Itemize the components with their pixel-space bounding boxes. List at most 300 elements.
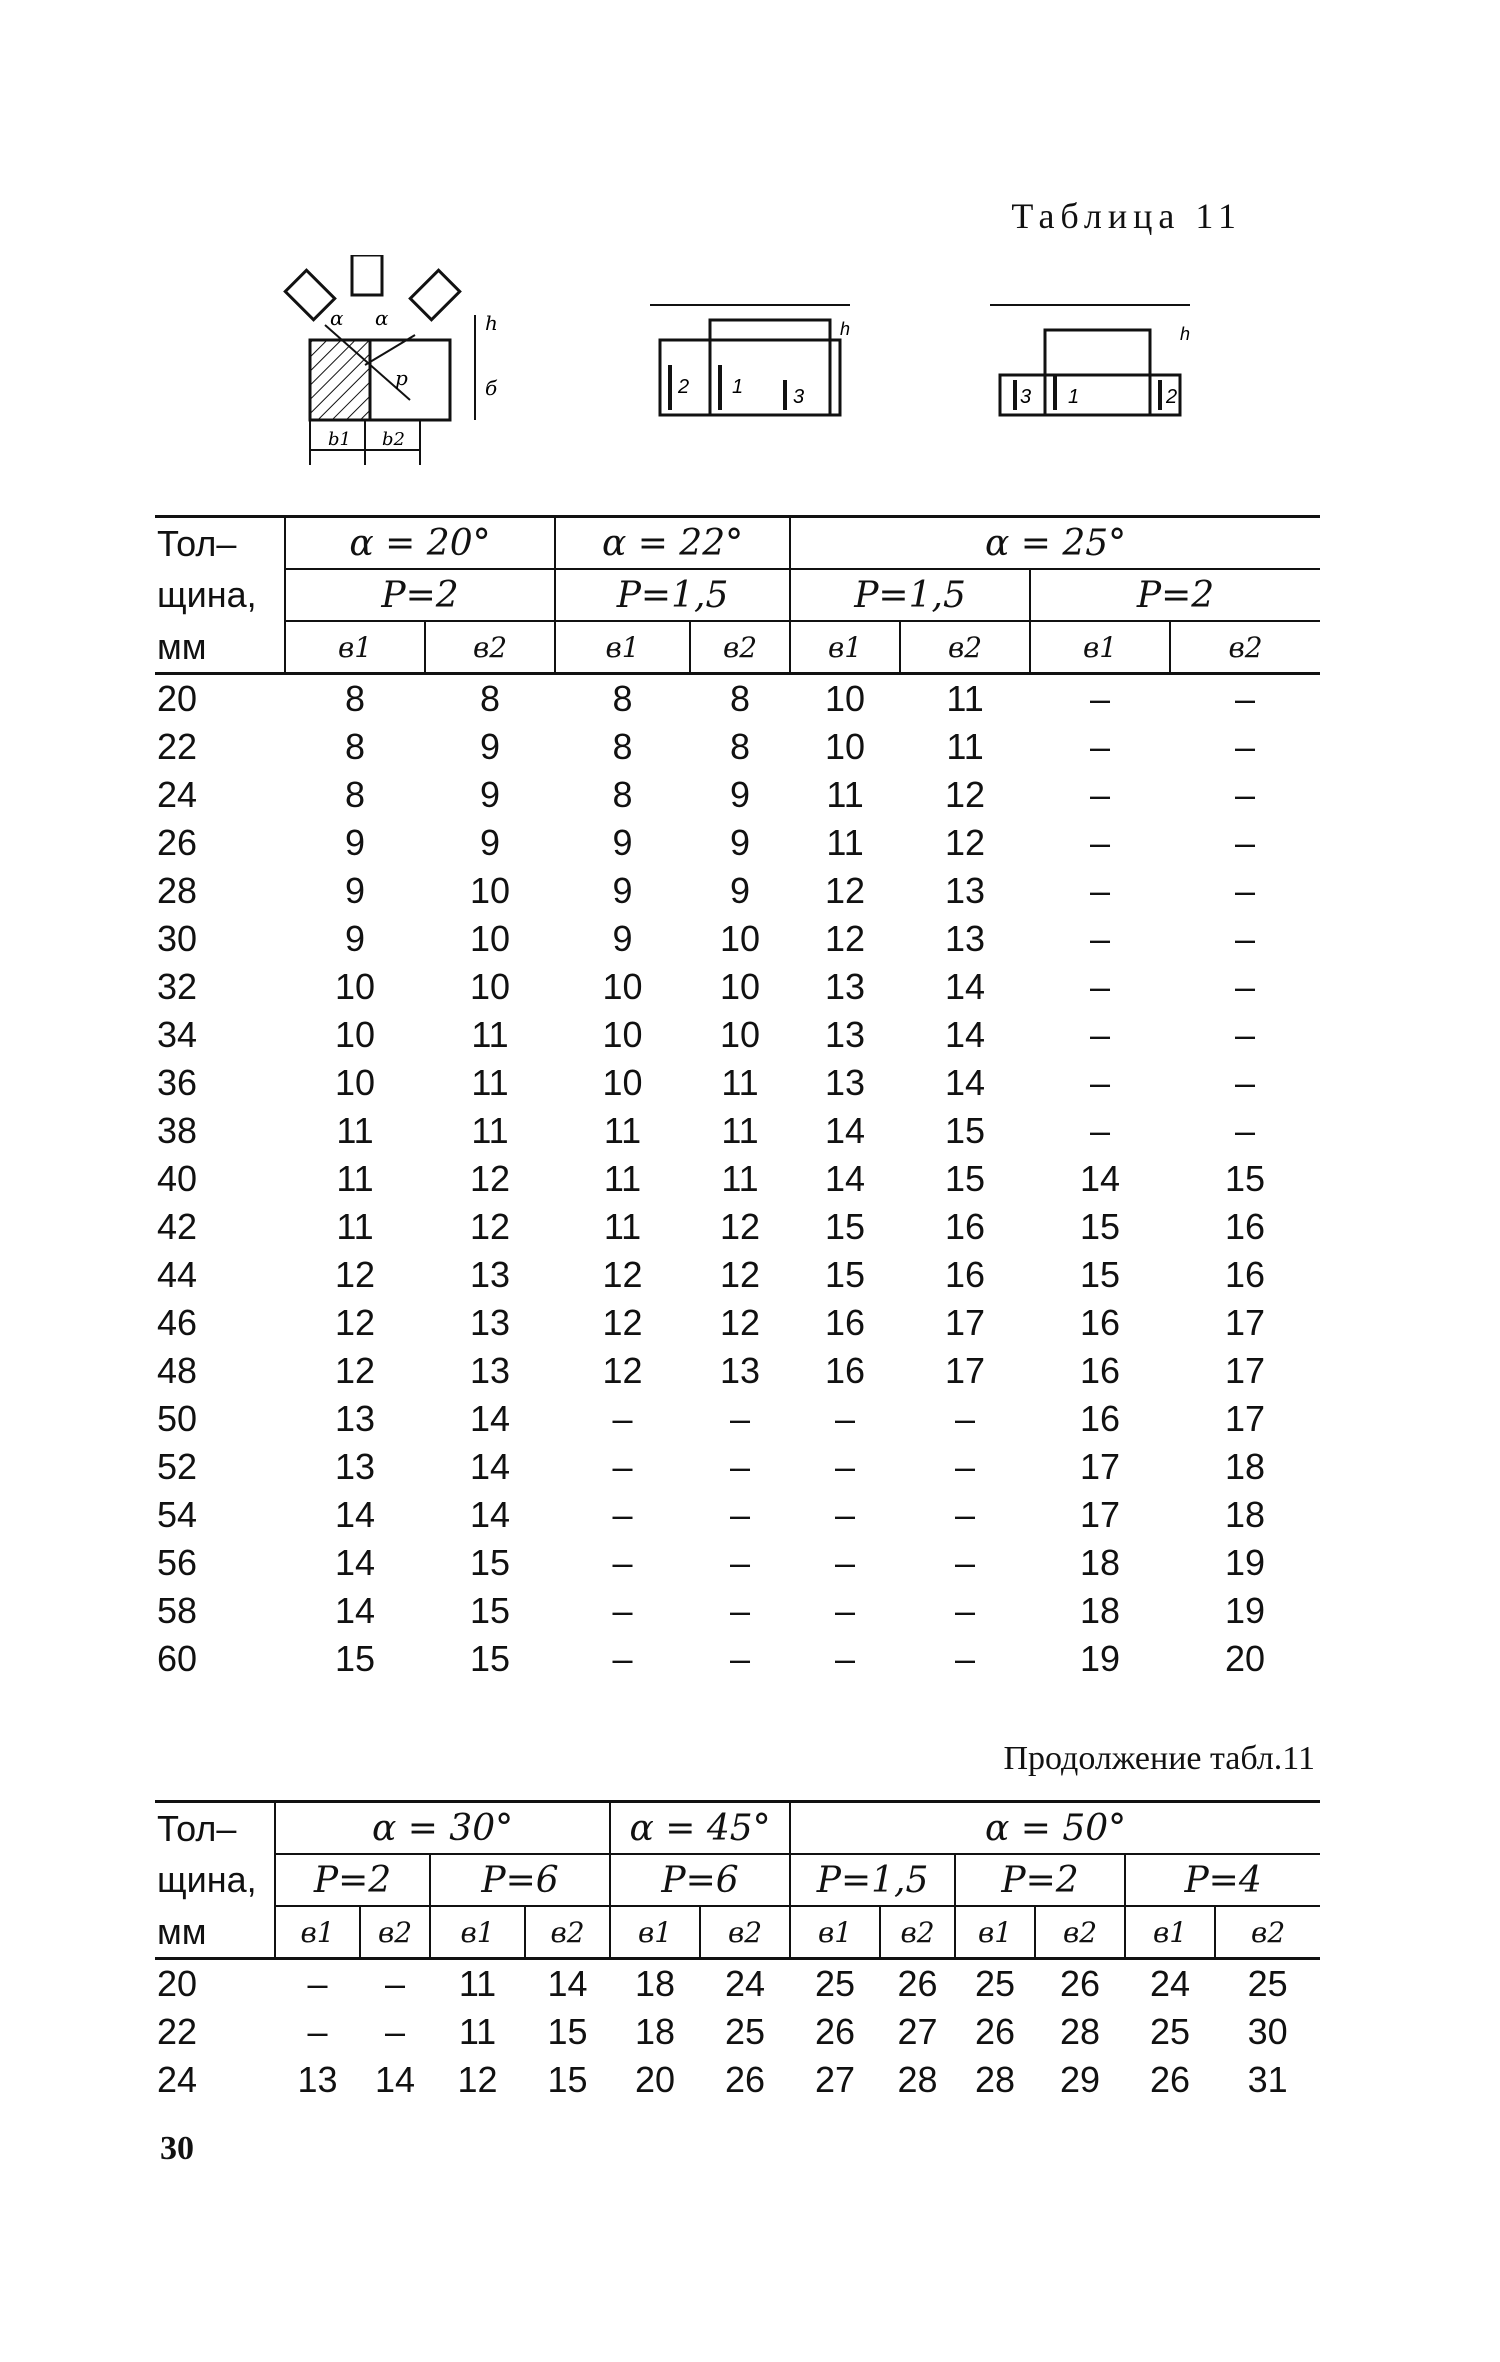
value-cell: 10 [469, 966, 511, 1007]
p-header: P=1,5 [555, 569, 790, 621]
value-cell: 17 [1080, 1494, 1121, 1535]
value-cell: 16 [1080, 1302, 1121, 1343]
table-row [155, 2008, 1320, 2056]
p-header: P=2 [955, 1854, 1125, 1906]
b-header: в2 [700, 1906, 790, 1959]
value-cell: 12 [602, 1254, 643, 1295]
value-cell: 26 [1060, 1963, 1101, 2004]
value-cell: 8 [344, 678, 366, 719]
table-row [155, 1635, 1320, 1683]
value-cell: 15 [334, 1638, 376, 1679]
value-cell: 9 [612, 918, 633, 959]
value-cell: 9 [612, 870, 633, 911]
value-cell: 11 [336, 1158, 374, 1199]
value-cell: – [955, 1494, 976, 1535]
value-cell: 13 [945, 870, 986, 911]
value-cell: – [955, 1590, 976, 1631]
thickness-cell: 28 [157, 870, 198, 911]
table-row [155, 963, 1320, 1011]
table-row [155, 1959, 1320, 2009]
table-row [155, 1011, 1320, 1059]
thickness-cell: 46 [157, 1302, 198, 1343]
table-title: Таблица 11 [1011, 196, 1242, 236]
value-cell: 20 [1225, 1638, 1266, 1679]
value-cell: 18 [1225, 1494, 1266, 1535]
value-cell: 14 [1080, 1158, 1121, 1199]
value-cell: 31 [1247, 2059, 1288, 2100]
value-cell: 13 [334, 1398, 376, 1439]
value-cell: 12 [720, 1302, 761, 1343]
value-cell: 9 [730, 870, 751, 911]
header-row-b [155, 1906, 1320, 1959]
value-cell: 8 [612, 726, 633, 767]
value-cell: 9 [612, 822, 633, 863]
value-cell: 12 [334, 1350, 376, 1391]
value-cell: 15 [469, 1542, 511, 1583]
value-cell: 28 [897, 2059, 938, 2100]
value-cell: 27 [897, 2011, 938, 2052]
value-cell: 12 [720, 1206, 761, 1247]
value-cell: 9 [344, 918, 366, 959]
b-header: в2 [525, 1906, 610, 1959]
value-cell: 10 [602, 1062, 643, 1103]
table-row [155, 915, 1320, 963]
p-label: p [395, 366, 408, 390]
p-header: P=1,5 [790, 1854, 955, 1906]
value-cell: 11 [471, 1014, 509, 1055]
value-cell: – [307, 1963, 328, 2004]
value-cell: 12 [825, 870, 866, 911]
value-cell: 16 [825, 1302, 866, 1343]
value-cell: 24 [725, 1963, 766, 2004]
p-header: P=6 [430, 1854, 610, 1906]
weld-diagrams [270, 255, 1230, 485]
table-11-continued-body [155, 1959, 1320, 2105]
alpha-label: α [375, 306, 389, 330]
thickness-cell: 44 [157, 1254, 198, 1295]
value-cell: 10 [334, 1014, 376, 1055]
value-cell: 24 [1150, 1963, 1191, 2004]
table-row [155, 1443, 1320, 1491]
value-cell: 15 [945, 1158, 986, 1199]
value-cell: 14 [945, 1014, 986, 1055]
value-cell: 19 [1080, 1638, 1121, 1679]
value-cell: 13 [825, 1062, 866, 1103]
b-header: в1 [790, 1906, 880, 1959]
alpha-50-header: α = 50° [790, 1802, 1320, 1855]
value-cell: 14 [945, 1062, 986, 1103]
value-cell: 25 [725, 2011, 766, 2052]
b2-label: b2 [382, 429, 405, 450]
value-cell: 8 [344, 774, 366, 815]
value-cell: 15 [547, 2011, 588, 2052]
value-cell: 10 [825, 726, 866, 767]
value-cell: 12 [720, 1254, 761, 1295]
thickness-cell: 20 [157, 678, 198, 719]
value-cell: – [1090, 726, 1111, 767]
alpha-label-2: α [330, 306, 344, 330]
thickness-cell: 56 [157, 1542, 198, 1583]
value-cell: 12 [469, 1206, 511, 1247]
value-cell: 10 [602, 1014, 643, 1055]
thickness-cell: 52 [157, 1446, 198, 1487]
value-cell: 16 [1080, 1350, 1121, 1391]
value-cell: – [835, 1590, 856, 1631]
p-header: P=6 [610, 1854, 790, 1906]
b-header: в1 [1030, 621, 1170, 674]
thickness-cell: 60 [157, 1638, 198, 1679]
value-cell: 14 [945, 966, 986, 1007]
table-row [155, 1539, 1320, 1587]
value-cell: 13 [469, 1350, 511, 1391]
thickness-cell: 22 [157, 726, 198, 767]
value-cell: 11 [471, 1062, 509, 1103]
header-thickness-3: мм [155, 1906, 275, 1959]
b-header: в1 [610, 1906, 700, 1959]
value-cell: 16 [1225, 1206, 1266, 1247]
b-header: в1 [555, 621, 690, 674]
value-cell: – [612, 1398, 633, 1439]
table-row [155, 1299, 1320, 1347]
thickness-cell: 58 [157, 1590, 198, 1631]
value-cell: 17 [945, 1302, 986, 1343]
value-cell: 13 [297, 2059, 338, 2100]
value-cell: 11 [336, 1206, 374, 1247]
value-cell: 14 [469, 1494, 511, 1535]
layer-2-label: 2 [1166, 386, 1178, 408]
value-cell: – [835, 1398, 856, 1439]
value-cell: 15 [469, 1638, 511, 1679]
value-cell: – [1090, 966, 1111, 1007]
value-cell: 17 [1225, 1398, 1266, 1439]
thickness-cell: 54 [157, 1494, 198, 1535]
alpha-20-header: α = 20° [285, 517, 555, 570]
table-row [155, 1059, 1320, 1107]
value-cell: 18 [635, 2011, 676, 2052]
value-cell: 26 [1150, 2059, 1191, 2100]
value-cell: 14 [374, 2059, 416, 2100]
header-row-alpha [155, 1802, 1320, 1855]
value-cell: 19 [1225, 1590, 1266, 1631]
value-cell: 12 [825, 918, 866, 959]
value-cell: – [730, 1446, 751, 1487]
thickness-cell: 24 [157, 774, 198, 815]
value-cell: 16 [945, 1206, 986, 1247]
value-cell: – [835, 1542, 856, 1583]
value-cell: – [730, 1638, 751, 1679]
value-cell: 27 [815, 2059, 856, 2100]
value-cell: – [1090, 1062, 1111, 1103]
value-cell: – [1090, 918, 1111, 959]
value-cell: 11 [826, 774, 864, 815]
layer-sequence-figure-1 [650, 295, 870, 455]
value-cell: 12 [469, 1158, 511, 1199]
h-label: h [485, 311, 498, 335]
value-cell: 14 [469, 1446, 511, 1487]
alpha-25-header: α = 25° [790, 517, 1320, 570]
thickness-cell: 38 [157, 1110, 198, 1151]
value-cell: 26 [725, 2059, 766, 2100]
value-cell: 8 [612, 774, 633, 815]
thickness-cell: 24 [157, 2059, 198, 2100]
value-cell: 11 [603, 1206, 642, 1247]
value-cell: 25 [815, 1963, 856, 2004]
value-cell: 10 [469, 870, 511, 911]
value-cell: 12 [334, 1254, 376, 1295]
value-cell: – [1235, 1110, 1256, 1151]
value-cell: 11 [721, 1110, 759, 1151]
alpha-22-header: α = 22° [555, 517, 790, 570]
layer-3-label: 3 [1020, 386, 1032, 408]
value-cell: 8 [730, 678, 751, 719]
header-thickness-2: щина, [157, 574, 257, 615]
header-row-b [155, 621, 1320, 674]
value-cell: 9 [479, 726, 501, 767]
value-cell: – [1235, 870, 1256, 911]
layer-2-label: 2 [678, 376, 690, 398]
value-cell: 11 [458, 2011, 497, 2052]
value-cell: 15 [469, 1590, 511, 1631]
value-cell: – [1235, 966, 1256, 1007]
value-cell: – [1090, 1110, 1111, 1151]
value-cell: 16 [1225, 1254, 1266, 1295]
value-cell: – [612, 1494, 633, 1535]
value-cell: 14 [547, 1963, 588, 2004]
value-cell: 12 [945, 774, 986, 815]
value-cell: 13 [469, 1254, 511, 1295]
value-cell: 11 [336, 1110, 374, 1151]
value-cell: 16 [1080, 1398, 1121, 1439]
b-header: в2 [690, 621, 790, 674]
value-cell: – [955, 1542, 976, 1583]
value-cell: 10 [334, 1062, 376, 1103]
layer-3-label: 3 [793, 386, 805, 408]
table-row [155, 1587, 1320, 1635]
value-cell: 11 [946, 678, 984, 719]
layer-1-label: 1 [732, 376, 744, 398]
b-header: в2 [1170, 621, 1320, 674]
value-cell: 9 [344, 870, 366, 911]
value-cell: 10 [469, 918, 511, 959]
value-cell: 25 [1247, 1963, 1288, 2004]
h-dim-label: h [1180, 324, 1191, 344]
b-header: в2 [360, 1906, 430, 1959]
value-cell: 13 [825, 966, 866, 1007]
value-cell: – [612, 1590, 633, 1631]
value-cell: 8 [479, 678, 501, 719]
value-cell: 12 [602, 1350, 643, 1391]
value-cell: 10 [720, 918, 761, 959]
value-cell: 28 [1060, 2011, 1101, 2052]
value-cell: 15 [945, 1110, 986, 1151]
p-header: P=1,5 [790, 569, 1030, 621]
table-row [155, 723, 1320, 771]
value-cell: 11 [826, 822, 864, 863]
value-cell: 18 [1080, 1590, 1121, 1631]
value-cell: – [730, 1590, 751, 1631]
p-header: P=2 [275, 1854, 430, 1906]
b-header: в1 [1125, 1906, 1215, 1959]
header-row-p [155, 1854, 1320, 1906]
b-label: б [485, 376, 498, 400]
p-header: P=4 [1125, 1854, 1320, 1906]
value-cell: 15 [1080, 1254, 1121, 1295]
value-cell: – [730, 1542, 751, 1583]
h-dim-label: h [840, 319, 851, 339]
value-cell: 14 [334, 1542, 376, 1583]
value-cell: 11 [721, 1062, 759, 1103]
value-cell: – [1090, 822, 1111, 863]
value-cell: 17 [1225, 1350, 1266, 1391]
value-cell: 10 [334, 966, 376, 1007]
b-header: в2 [900, 621, 1030, 674]
value-cell: – [1235, 774, 1256, 815]
value-cell: 17 [945, 1350, 986, 1391]
value-cell: 16 [945, 1254, 986, 1295]
thickness-cell: 42 [157, 1206, 198, 1247]
thickness-cell: 40 [157, 1158, 198, 1199]
header-row-alpha [155, 517, 1320, 570]
table-row [155, 1395, 1320, 1443]
value-cell: 25 [1150, 2011, 1191, 2052]
table-row [155, 1251, 1320, 1299]
value-cell: 13 [945, 918, 986, 959]
value-cell: – [1090, 678, 1111, 719]
value-cell: 19 [1225, 1542, 1266, 1583]
value-cell: 9 [730, 822, 751, 863]
value-cell: 12 [602, 1302, 643, 1343]
value-cell: – [835, 1494, 856, 1535]
b-header: в2 [1035, 1906, 1125, 1959]
value-cell: 14 [334, 1494, 376, 1535]
value-cell: – [955, 1638, 976, 1679]
continuation-title: Продолжение табл.11 [1003, 1740, 1315, 1777]
b-header: в1 [275, 1906, 360, 1959]
value-cell: 15 [825, 1254, 866, 1295]
thickness-cell: 34 [157, 1014, 198, 1055]
value-cell: 14 [334, 1590, 376, 1631]
table-row [155, 2056, 1320, 2104]
value-cell: 17 [1080, 1446, 1121, 1487]
value-cell: – [1235, 822, 1256, 863]
value-cell: 10 [825, 678, 866, 719]
b-header: в2 [880, 1906, 955, 1959]
p-header: P=2 [285, 569, 555, 621]
header-thickness-3: мм [155, 621, 285, 674]
value-cell: 17 [1225, 1302, 1266, 1343]
value-cell: 11 [946, 726, 984, 767]
value-cell: 30 [1247, 2011, 1288, 2052]
value-cell: 11 [471, 1110, 509, 1151]
thickness-cell: 26 [157, 822, 198, 863]
table-row [155, 1155, 1320, 1203]
value-cell: – [1235, 678, 1256, 719]
value-cell: 14 [469, 1398, 511, 1439]
layer-sequence-figure-2 [990, 295, 1210, 455]
value-cell: 20 [635, 2059, 676, 2100]
value-cell: 14 [825, 1158, 866, 1199]
value-cell: 15 [547, 2059, 588, 2100]
value-cell: – [1235, 1014, 1256, 1055]
value-cell: 26 [815, 2011, 856, 2052]
table-11-continued [155, 1800, 1320, 2104]
alpha-30-header: α = 30° [275, 1802, 610, 1855]
p-header: P=2 [1030, 569, 1320, 621]
table-row [155, 819, 1320, 867]
thickness-cell: 36 [157, 1062, 198, 1103]
value-cell: – [612, 1446, 633, 1487]
thickness-cell: 48 [157, 1350, 198, 1391]
table-row [155, 1347, 1320, 1395]
value-cell: 10 [720, 966, 761, 1007]
value-cell: 9 [479, 774, 501, 815]
value-cell: – [384, 1963, 406, 2004]
value-cell: – [384, 2011, 406, 2052]
b1-label: b1 [328, 429, 351, 450]
value-cell: 29 [1060, 2059, 1101, 2100]
value-cell: 13 [720, 1350, 761, 1391]
value-cell: – [612, 1542, 633, 1583]
value-cell: 11 [458, 1963, 497, 2004]
value-cell: – [730, 1398, 751, 1439]
value-cell: 11 [721, 1158, 759, 1199]
value-cell: 18 [1225, 1446, 1266, 1487]
b-header: в2 [425, 621, 555, 674]
value-cell: 13 [825, 1014, 866, 1055]
table-row [155, 771, 1320, 819]
value-cell: 10 [602, 966, 643, 1007]
b-header: в1 [955, 1906, 1035, 1959]
value-cell: 11 [603, 1158, 642, 1199]
value-cell: – [955, 1398, 976, 1439]
value-cell: – [835, 1638, 856, 1679]
table-row [155, 867, 1320, 915]
b-header: в1 [285, 621, 425, 674]
table-11-body [155, 674, 1320, 1684]
value-cell: – [835, 1446, 856, 1487]
value-cell: 9 [730, 774, 751, 815]
value-cell: – [1090, 870, 1111, 911]
header-thickness-2: щина, [157, 1859, 257, 1900]
value-cell: 18 [1080, 1542, 1121, 1583]
thickness-cell: 32 [157, 966, 198, 1007]
value-cell: 13 [334, 1446, 376, 1487]
value-cell: 9 [479, 822, 501, 863]
value-cell: – [1235, 1062, 1256, 1103]
value-cell: – [307, 2011, 328, 2052]
thickness-cell: 30 [157, 918, 198, 959]
value-cell: – [1235, 918, 1256, 959]
value-cell: – [1235, 726, 1256, 767]
value-cell: – [1090, 774, 1111, 815]
value-cell: 25 [975, 1963, 1016, 2004]
value-cell: 12 [945, 822, 986, 863]
value-cell: – [955, 1446, 976, 1487]
value-cell: 14 [825, 1110, 866, 1151]
layer-1-label: 1 [1068, 386, 1080, 408]
value-cell: 15 [1225, 1158, 1266, 1199]
value-cell: 12 [334, 1302, 376, 1343]
value-cell: 16 [825, 1350, 866, 1391]
value-cell: 10 [720, 1014, 761, 1055]
table-row [155, 1491, 1320, 1539]
value-cell: 12 [457, 2059, 498, 2100]
value-cell: 18 [635, 1963, 676, 2004]
table-row [155, 674, 1320, 724]
value-cell: 9 [344, 822, 366, 863]
value-cell: 28 [975, 2059, 1016, 2100]
thickness-cell: 50 [157, 1398, 198, 1439]
